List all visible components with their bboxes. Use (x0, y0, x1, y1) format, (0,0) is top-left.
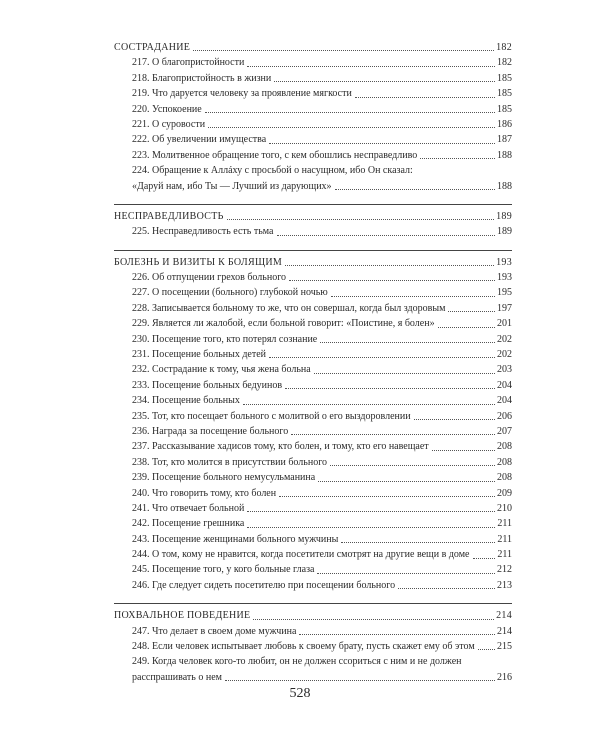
toc-entry[interactable] (114, 393, 512, 408)
section-divider (114, 204, 512, 205)
dot-leader (317, 573, 495, 574)
toc-entry-page: 189 (497, 226, 512, 238)
toc-entry[interactable] (114, 639, 512, 654)
dot-leader (208, 127, 495, 128)
dot-leader (269, 143, 495, 144)
toc-entry-line2[interactable] (114, 670, 512, 685)
toc-entry-title: 245. Посещение того, у кого больные глаза (132, 564, 315, 576)
dot-leader (355, 97, 495, 98)
dot-leader (227, 219, 494, 220)
section-page: 193 (496, 256, 512, 268)
toc-entry-page: 187 (497, 134, 512, 146)
dot-leader (247, 66, 495, 67)
toc-entry[interactable] (114, 347, 512, 362)
toc-entry-page: 215 (497, 641, 512, 653)
toc-entry-title: расспрашивать о нем (132, 671, 222, 683)
section-title: ПОХВАЛЬНОЕ ПОВЕДЕНИЕ (114, 610, 251, 622)
toc-entry-page: 208 (497, 456, 512, 468)
toc-entry-title: 228. Записывается больному то же, что он совершал, когда был здоровым (132, 302, 446, 314)
toc-entry-title: 239. Посещение больного немусульманина (132, 472, 316, 484)
dot-leader (205, 112, 495, 113)
toc-entry-title: 221. О суровости (132, 118, 206, 130)
toc-entry[interactable] (114, 486, 512, 501)
toc-entry-title: 248. Если человек испытывает любовь к своему брату, пусть скажет ему об этом (132, 641, 475, 653)
toc-entry-title: 237. Рассказывание хадисов тому, кто болен, и тому, кто его навещает (132, 441, 429, 453)
toc-entry[interactable] (114, 424, 512, 439)
dot-leader (285, 388, 495, 389)
section-heading[interactable] (114, 209, 512, 224)
dot-leader (247, 527, 495, 528)
toc-entry[interactable] (114, 532, 512, 547)
toc-entry-page: 185 (497, 72, 512, 84)
dot-leader (274, 81, 495, 82)
toc-entry-title: 220. Успокоение (132, 103, 202, 115)
dot-leader (247, 511, 495, 512)
toc-entry-page: 202 (497, 333, 512, 345)
toc-entry-title: 242. Посещение грешника (132, 518, 245, 530)
toc-entry-title: 229. Является ли жалобой, если больной говорит: «Поистине, я болен» (132, 318, 435, 330)
toc-entry-title: 247. Что делает в своем доме мужчина (132, 625, 297, 637)
dot-leader (279, 496, 495, 497)
section-title: БОЛЕЗНЬ И ВИЗИТЫ К БОЛЯЩИМ (114, 256, 283, 268)
section-page: 189 (496, 210, 512, 222)
toc-entry[interactable] (114, 332, 512, 347)
toc-entry-title: 244. О том, кому не нравится, когда посетители смотрят на другие вещи в доме (132, 549, 470, 561)
dot-leader (331, 296, 495, 297)
toc-entry-page: 208 (497, 441, 512, 453)
toc-entry[interactable] (114, 285, 512, 300)
dot-leader (291, 434, 495, 435)
toc-entry[interactable] (114, 624, 512, 639)
toc-entry[interactable] (114, 378, 512, 393)
toc-entry[interactable] (114, 563, 512, 578)
dot-leader (243, 404, 495, 405)
toc-entry-title: 230. Посещение того, кто потерял сознание (132, 333, 318, 345)
dot-leader (478, 649, 495, 650)
toc-entry[interactable] (114, 578, 512, 593)
toc-entry-title: 233. Посещение больных бедуинов (132, 379, 283, 391)
toc-entry-page: 185 (497, 88, 512, 100)
toc-entry[interactable] (114, 516, 512, 531)
toc-entry[interactable] (114, 86, 512, 101)
toc-entry-title: «Даруй нам, ибо Ты — Лучший из дарующих» (132, 180, 332, 192)
toc-entry[interactable] (114, 102, 512, 117)
dot-leader (438, 327, 495, 328)
dot-leader (193, 50, 494, 51)
toc-entry-title: 241. Что отвечает больной (132, 502, 245, 514)
toc-entry-page: 213 (497, 579, 512, 591)
toc-entry-title: 246. Где следует сидеть посетителю при посещении больного (132, 579, 396, 591)
table-of-contents (114, 40, 512, 685)
toc-entry-page: 210 (497, 502, 512, 514)
section-heading[interactable] (114, 255, 512, 270)
toc-entry-page: 188 (497, 180, 512, 192)
toc-entry-title: 225. Несправедливость есть тьма (132, 226, 274, 238)
toc-entry-title: 226. Об отпущении грехов больного (132, 272, 287, 284)
toc-entry-page: 208 (497, 472, 512, 484)
toc-entry-page: 214 (497, 625, 512, 637)
page-number: 528 (289, 686, 311, 701)
toc-entry-page: 202 (497, 349, 512, 361)
toc-entry[interactable] (114, 55, 512, 70)
toc-entry-title: 236. Награда за посещение больного (132, 425, 289, 437)
dot-leader (285, 265, 494, 266)
toc-entry-page: 212 (497, 564, 512, 576)
toc-entry-title: 243. Посещение женщинами больного мужчины (132, 533, 339, 545)
toc-entry-title: 219. Что даруется человеку за проявление мягкости (132, 88, 352, 100)
dot-leader (335, 189, 495, 190)
dot-leader (330, 465, 495, 466)
toc-entry[interactable] (114, 362, 512, 377)
toc-entry-page: 211 (497, 518, 512, 530)
toc-entry-page: 209 (497, 487, 512, 499)
toc-entry[interactable] (114, 117, 512, 132)
toc-entry[interactable] (114, 439, 512, 454)
dot-leader (341, 542, 495, 543)
toc-entry-title: 227. О посещении (больного) глубокой ночью (132, 287, 328, 299)
toc-entry-page: 185 (497, 103, 512, 115)
toc-entry[interactable] (114, 409, 512, 424)
toc-entry-title: 240. Что говорить тому, кто болен (132, 487, 277, 499)
toc-entry[interactable] (114, 71, 512, 86)
toc-entry-title: 222. Об увеличении имущества (132, 134, 267, 146)
toc-entry[interactable] (114, 224, 512, 239)
toc-entry-page: 203 (497, 364, 512, 376)
toc-entry[interactable] (114, 301, 512, 316)
section-title: СОСТРАДАНИЕ (114, 41, 191, 53)
toc-entry-title: 234. Посещение больных (132, 395, 240, 407)
dot-leader (448, 311, 495, 312)
toc-entry[interactable] (114, 148, 512, 163)
toc-entry-line1[interactable]: 224. Обращение к Аллáху с просьбой о насущном, ибо Он сказал: (132, 165, 413, 177)
section-title: НЕСПРАВЕДЛИВОСТЬ (114, 210, 224, 222)
toc-entry-line2[interactable] (114, 179, 512, 194)
toc-entry-page: 211 (497, 533, 512, 545)
toc-entry-page: 188 (497, 149, 512, 161)
section-divider (114, 603, 512, 604)
dot-leader (432, 450, 495, 451)
dot-leader (314, 373, 495, 374)
toc-entry-page: 206 (497, 410, 512, 422)
section-page: 182 (496, 41, 512, 53)
toc-entry-page: 182 (497, 57, 512, 69)
toc-entry-page: 193 (497, 272, 512, 284)
dot-leader (398, 588, 495, 589)
section-heading[interactable] (114, 40, 512, 55)
dot-leader (269, 357, 495, 358)
dot-leader (473, 558, 496, 559)
toc-entry-title: 223. Молитвенное обращение того, с кем обошлись несправедливо (132, 149, 418, 161)
toc-entry-page: 197 (497, 302, 512, 314)
toc-entry-page: 207 (497, 425, 512, 437)
dot-leader (420, 158, 495, 159)
toc-entry[interactable] (114, 547, 512, 562)
toc-entry-page: 186 (497, 118, 512, 130)
section-page: 214 (496, 610, 512, 622)
toc-entry[interactable] (114, 455, 512, 470)
toc-entry[interactable] (114, 470, 512, 485)
section-heading[interactable] (114, 608, 512, 623)
dot-leader (289, 280, 495, 281)
dot-leader (414, 419, 495, 420)
toc-entry-title: 231. Посещение больных детей (132, 349, 267, 361)
toc-entry-page: 204 (497, 395, 512, 407)
toc-entry-page: 195 (497, 287, 512, 299)
toc-entry-page: 211 (497, 549, 512, 561)
dot-leader (225, 680, 495, 681)
toc-entry[interactable] (114, 132, 512, 147)
toc-entry-title: 235. Тот, кто посещает больного с молитвой о его выздоровлении (132, 410, 411, 422)
toc-entry-title: 232. Сострадание к тому, чья жена больна (132, 364, 311, 376)
toc-entry[interactable] (114, 501, 512, 516)
dot-leader (277, 235, 496, 236)
toc-entry-title: 218. Благопристойность в жизни (132, 72, 272, 84)
dot-leader (253, 619, 494, 620)
toc-entry[interactable] (114, 270, 512, 285)
section-divider (114, 250, 512, 251)
dot-leader (318, 481, 495, 482)
toc-entry-line1[interactable]: 249. Когда человек кого-то любит, он не должен ссориться с ним и не должен (132, 656, 462, 668)
dot-leader (299, 634, 495, 635)
toc-entry-page: 216 (497, 671, 512, 683)
toc-entry[interactable] (114, 316, 512, 331)
dot-leader (320, 342, 495, 343)
toc-entry-title: 238. Тот, кто молится в присутствии больного (132, 456, 328, 468)
toc-entry-page: 204 (497, 379, 512, 391)
toc-entry-title: 217. О благопристойности (132, 57, 245, 69)
toc-entry-page: 201 (497, 318, 512, 330)
